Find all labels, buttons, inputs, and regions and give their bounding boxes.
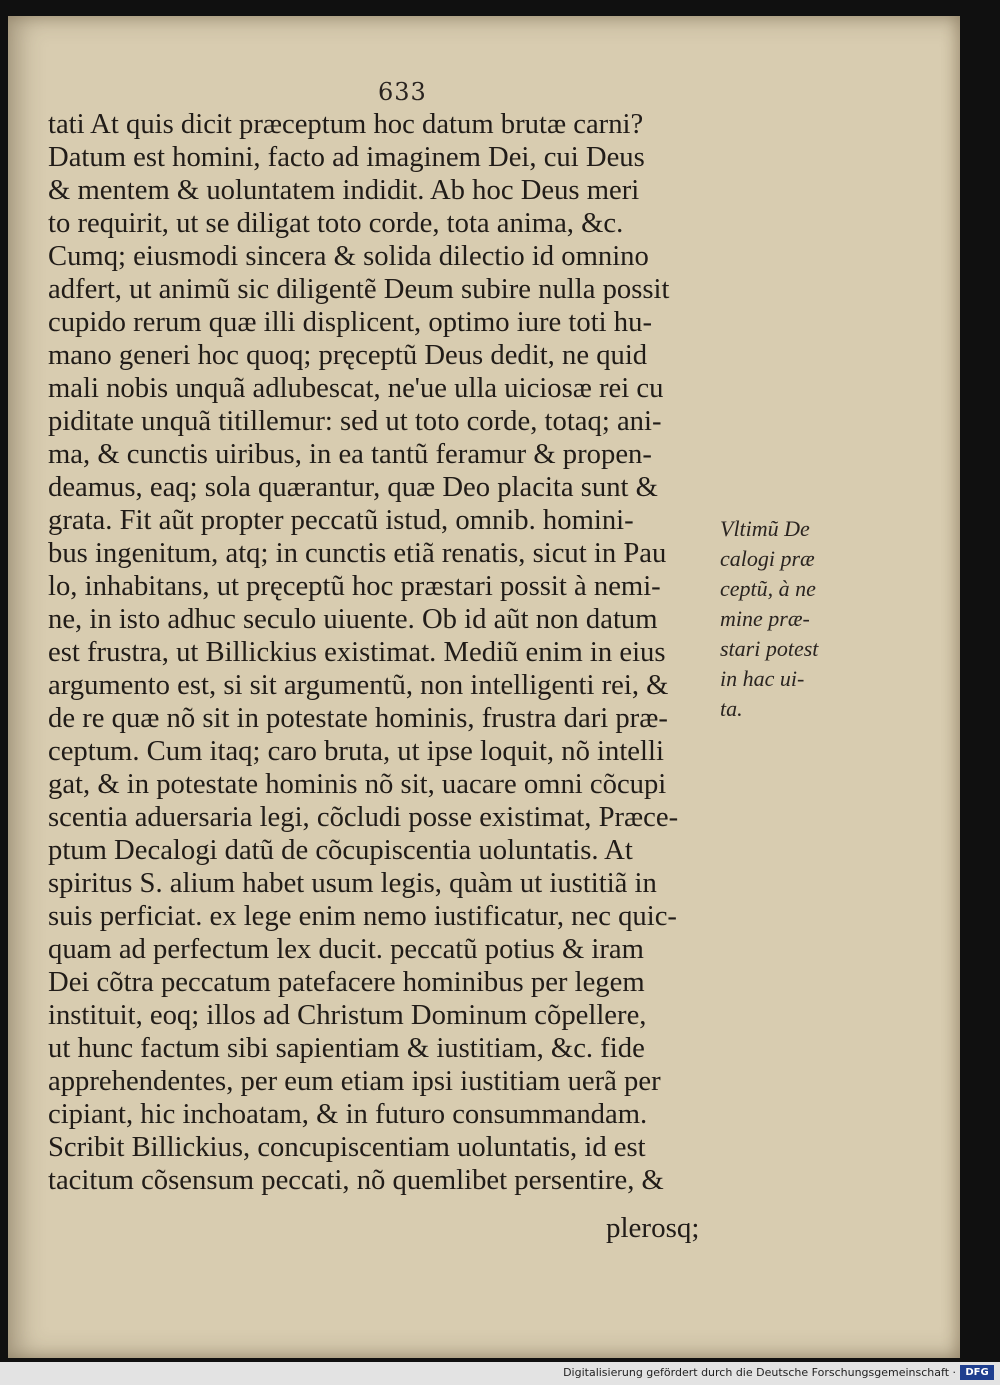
text-line: suis perficiat. ex lege enim nemo iustificatur, nec quic- (48, 900, 677, 932)
margin-note-line: ta. (720, 696, 743, 721)
text-line: ma, & cunctis uiribus, in ea tantũ feramur & propen- (48, 438, 652, 470)
text-line: ut hunc factum sibi sapientiam & iustitiam, &c. fide (48, 1032, 645, 1064)
book-page (8, 16, 960, 1358)
text-line: deamus, eaq; sola quærantur, quæ Deo placita sunt & (48, 471, 658, 503)
text-line: gat, & in potestate hominis nõ sit, uacare omni cõcupi (48, 768, 667, 800)
text-line: lo, inhabitans, ut pręceptũ hoc præstari possit à nemi- (48, 570, 661, 602)
margin-note-line: calogi præ (720, 546, 815, 571)
text-line: Scribit Billickius, concupiscentiam uoluntatis, id est (48, 1131, 646, 1163)
text-line: bus ingenitum, atq; in cunctis etiã renatis, sicut in Pau (48, 537, 667, 569)
text-line: ceptum. Cum itaq; caro bruta, ut ipse loquit, nõ intelli (48, 735, 664, 767)
text-line: Dei cõtra peccatum patefacere hominibus per legem (48, 966, 645, 998)
page-number: 633 (378, 78, 427, 106)
text-line: cupido rerum quæ illi displicent, optimo iure toti hu- (48, 306, 653, 338)
text-line: Datum est homini, facto ad imaginem Dei, cui Deus (48, 141, 645, 173)
text-line: ne, in isto adhuc seculo uiuente. Ob id aũt non datum (48, 603, 658, 635)
margin-note-line: in hac ui- (720, 666, 805, 691)
text-line: apprehendentes, per eum etiam ipsi iustitiam uerã per (48, 1065, 661, 1097)
text-line: to requirit, ut se diligat toto corde, tota anima, &c. (48, 207, 624, 239)
text-line: tati At quis dicit præceptum hoc datum brutæ carni? (48, 108, 644, 140)
text-line: tacitum cõsensum peccati, nõ quemlibet persentire, & (48, 1164, 664, 1196)
text-line: & mentem & uoluntatem indidit. Ab hoc Deus meri (48, 174, 640, 206)
margin-note-line: mine præ- (720, 606, 810, 631)
text-line: mano generi hoc quoq; pręceptũ Deus dedit, ne quid (48, 339, 648, 371)
footer-bar (0, 1362, 1000, 1385)
text-line: scentia aduersaria legi, cõcludi posse existimat, Præce- (48, 801, 679, 833)
margin-note-line: Vltimũ De (720, 516, 810, 541)
text-line: grata. Fit aũt propter peccatũ istud, omnib. homini- (48, 504, 634, 536)
margin-note-line: stari potest (720, 636, 819, 661)
text-line: Cumq; eiusmodi sincera & solida dilectio id omnino (48, 240, 649, 272)
text-line: spiritus S. alium habet usum legis, quàm ut iustitiã in (48, 867, 657, 899)
text-line: instituit, eoq; illos ad Christum Dominum cõpellere, (48, 999, 647, 1031)
text-line: adfert, ut animũ sic diligentẽ Deum subire nulla possit (48, 273, 670, 305)
text-line: est frustra, ut Billickius existimat. Mediũ enim in eius (48, 636, 666, 668)
text-line: argumento est, si sit argumentũ, non intelligenti rei, & (48, 669, 669, 701)
text-line: de re quæ nõ sit in potestate hominis, frustra dari præ- (48, 702, 668, 734)
dfg-logo-icon: DFG (960, 1365, 994, 1380)
margin-note-line: ceptũ, à ne (720, 576, 816, 601)
text-line: quam ad perfectum lex ducit. peccatũ potius & iram (48, 933, 644, 965)
main-text-block (48, 108, 728, 1197)
text-line: ptum Decalogi datũ de cõcupiscentia uoluntatis. At (48, 834, 633, 866)
text-line: piditate unquã titillemur: sed ut toto corde, totaq; ani- (48, 405, 662, 437)
text-line: mali nobis unquã adlubescat, ne'ue ulla uiciosæ rei cu (48, 372, 664, 404)
catchword: plerosq; (606, 1212, 700, 1244)
text-line: cipiant, hic inchoatam, & in futuro consummandam. (48, 1098, 648, 1130)
marginal-note (720, 514, 818, 724)
funding-credit: Digitalisierung gefördert durch die Deutsche Forschungsgemeinschaft · (563, 1366, 956, 1379)
